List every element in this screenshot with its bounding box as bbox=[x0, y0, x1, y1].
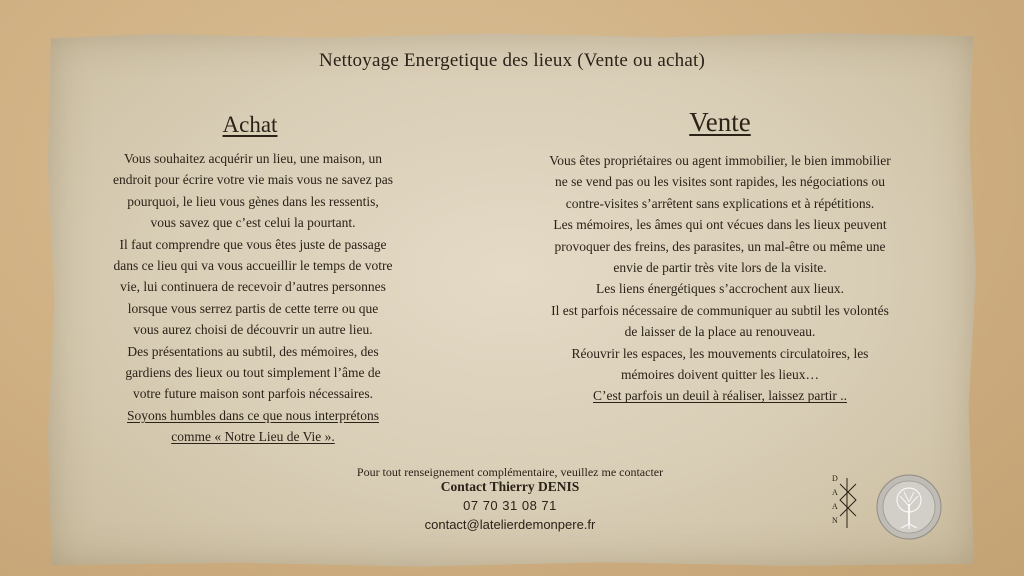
vente-line: Il est parfois nécessaire de communiquer au subtil les volontés bbox=[551, 302, 889, 318]
achat-line: endroit pour écrire votre vie mais vous ne savez pas bbox=[112, 172, 394, 188]
achat-line: dans ce lieu qui va vous accueillir le temps de votre bbox=[113, 258, 393, 274]
achat-closing-line: comme « Notre Lieu de Vie ». bbox=[171, 429, 335, 445]
vente-heading: Vente bbox=[689, 107, 751, 137]
achat-line: votre future maison sont parfois nécessaires. bbox=[133, 386, 373, 402]
achat-line: pourquoi, le lieu vous gènes dans les ressentis, bbox=[127, 193, 379, 209]
contact-intro: Pour tout renseignement complémentaire, veuillez me contacter bbox=[356, 465, 664, 479]
vente-line: contre-visites s’arrêtent sans explications et à répétitions. bbox=[565, 195, 875, 211]
achat-line: vous aurez choisi de découvrir un autre lieu. bbox=[133, 322, 373, 338]
contact-email[interactable]: contact@latelierdemonpere.fr bbox=[424, 517, 596, 532]
vente-closing-line: C’est parfois un deuil à réaliser, laissez partir .. bbox=[593, 388, 847, 404]
vente-line: Vous êtes propriétaires ou agent immobilier, le bien immobilier bbox=[549, 153, 891, 168]
contact-name: Contact Thierry DENIS bbox=[440, 479, 580, 494]
vente-line: provoquer des freins, des parasites, un mal-être ou même une bbox=[554, 238, 886, 254]
svg-text:D: D bbox=[832, 474, 838, 483]
vente-line: Réouvrir les espaces, les mouvements circulatoires, les bbox=[571, 345, 869, 361]
contact-phone: 07 70 31 08 71 bbox=[463, 498, 557, 513]
vente-line: ne se vend pas ou les visites sont rapides, les négociations ou bbox=[555, 174, 885, 190]
achat-closing-line: Soyons humbles dans ce que nous interprétons bbox=[127, 407, 379, 423]
svg-text:A: A bbox=[832, 502, 838, 511]
daan-logo-icon bbox=[828, 470, 862, 532]
vente-text bbox=[520, 150, 920, 407]
page-title: Nettoyage Energetique des lieux (Vente ou achat) bbox=[319, 50, 705, 71]
achat-line: Vous souhaitez acquérir un lieu, une maison, un bbox=[123, 151, 383, 166]
achat-text bbox=[98, 148, 408, 448]
achat-heading: Achat bbox=[222, 112, 278, 137]
achat-line: Des présentations au subtil, des mémoires, des bbox=[127, 343, 379, 359]
svg-text:A: A bbox=[832, 488, 838, 497]
achat-line: vie, lui continuera de recevoir d’autres personnes bbox=[120, 279, 386, 295]
vente-line: envie de partir très vite lors de la visite. bbox=[613, 260, 827, 276]
vente-line: mémoires doivent quitter les lieux… bbox=[621, 367, 819, 383]
achat-line: gardiens des lieux ou tout simplement l’âme de bbox=[125, 365, 381, 381]
vente-line: Les mémoires, les âmes qui ont vécues dans les lieux peuvent bbox=[553, 217, 887, 233]
achat-line: vous savez que c’est celui la pourtant. bbox=[150, 215, 356, 231]
tree-of-life-seal-icon bbox=[876, 474, 942, 540]
achat-line: Il faut comprendre que vous êtes juste de passage bbox=[119, 236, 387, 252]
svg-text:N: N bbox=[832, 516, 838, 525]
vente-line: de laisser de la place au renouveau. bbox=[624, 324, 816, 340]
achat-line: lorsque vous serrez partis de cette terre ou que bbox=[127, 300, 379, 316]
vente-line: Les liens énergétiques s’accrochent aux lieux. bbox=[596, 281, 844, 297]
